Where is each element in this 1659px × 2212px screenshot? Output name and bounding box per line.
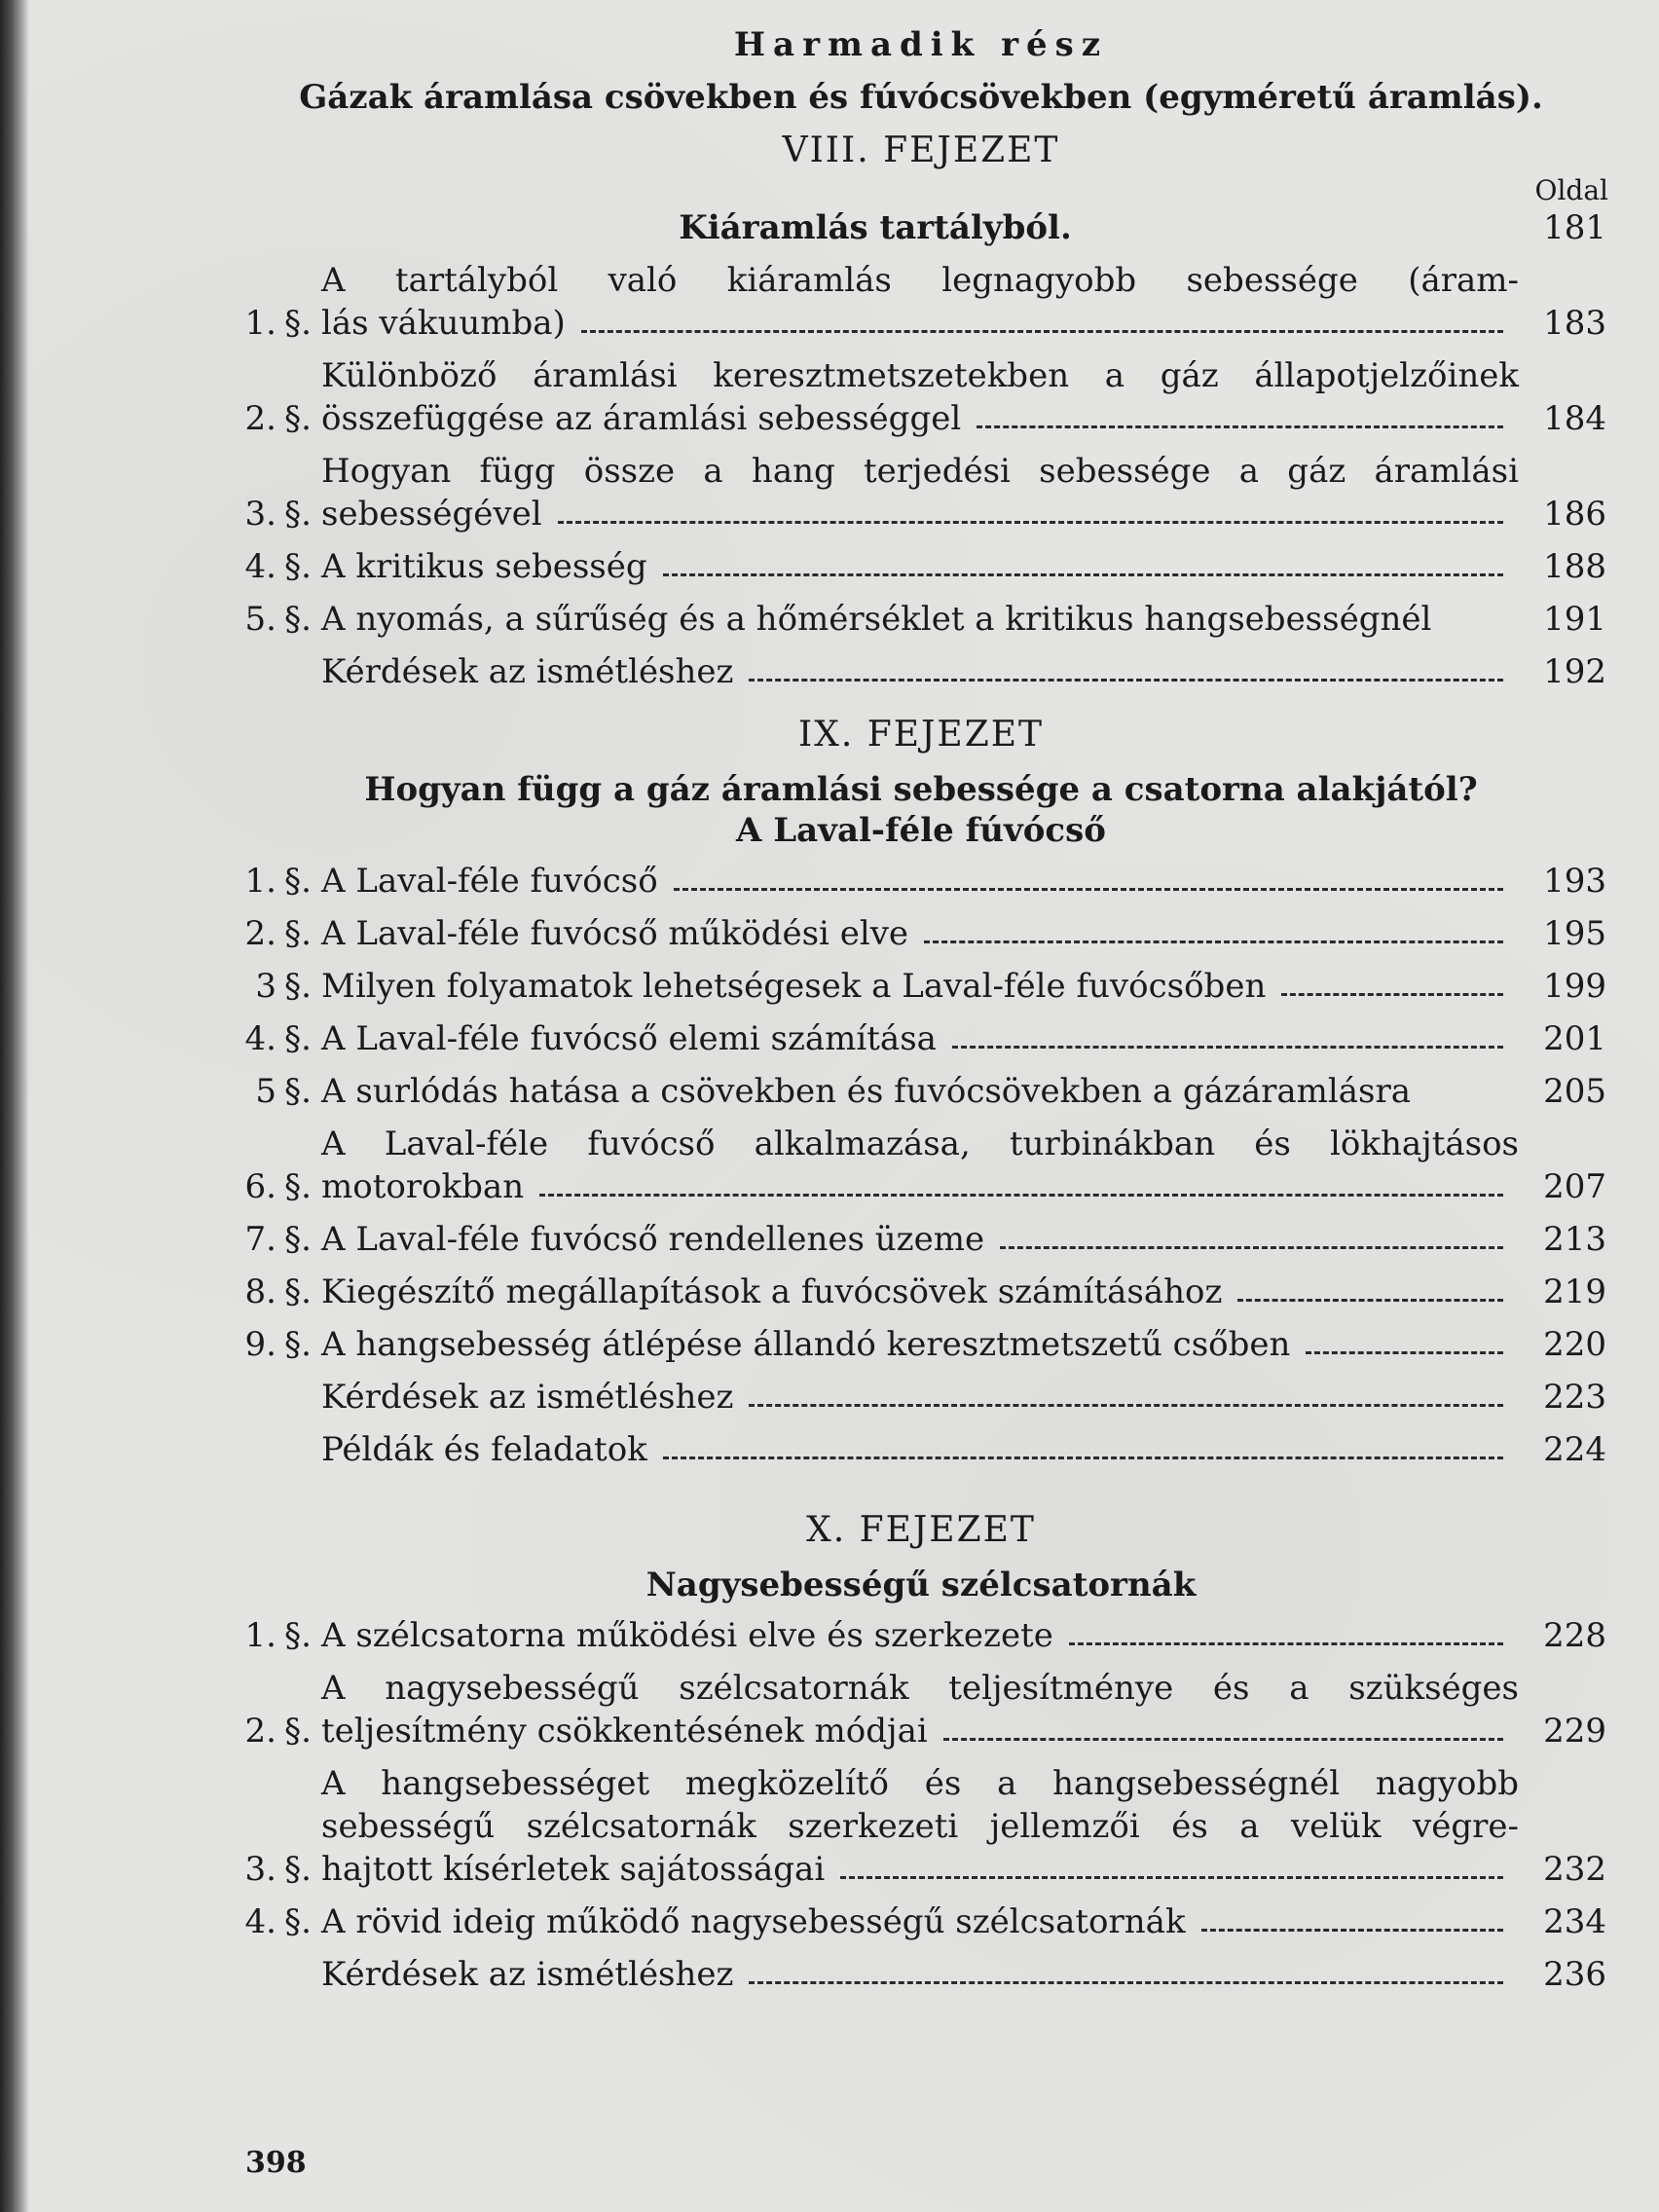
- leader-dashes: [1201, 1907, 1503, 1932]
- entry-title: [319, 450, 1519, 535]
- section-sign: §.: [284, 1325, 312, 1364]
- entry-title: [319, 1900, 1519, 1943]
- entry-number: 2.: [244, 399, 276, 438]
- entry-title: [319, 598, 1519, 641]
- chapter-heading-viii: VIII. FEJEZET: [782, 130, 1060, 170]
- entry-number: 5.: [244, 600, 276, 639]
- page-column-label: Oldal: [1534, 174, 1608, 206]
- entry-page: 201: [1543, 1019, 1606, 1058]
- section-sign: §.: [284, 1712, 312, 1751]
- entry-title-line: összefüggése az áramlási sebességgel: [321, 399, 962, 438]
- leader-dashes: [539, 1172, 1503, 1197]
- entry-page: 192: [1543, 652, 1606, 691]
- leader-dashes: [1000, 1225, 1503, 1249]
- leader-dashes: [977, 404, 1503, 428]
- toc-entries-ch8: [230, 259, 1612, 693]
- entry-page: 207: [1543, 1167, 1606, 1206]
- section-sign: §.: [284, 304, 312, 343]
- entry-page: 195: [1543, 914, 1606, 953]
- entry-page: 213: [1543, 1220, 1606, 1259]
- chapter-title-page: 181: [1543, 208, 1606, 247]
- section-sign: §.: [284, 967, 312, 1006]
- leader-dashes: [1237, 1277, 1503, 1302]
- chapter-title: Nagysebességű szélcsatornák: [645, 1566, 1197, 1604]
- toc-entry: [230, 860, 1612, 903]
- entry-page: 205: [1543, 1072, 1606, 1111]
- chapter-title-row: [230, 206, 1612, 249]
- entry-number: 1.: [244, 304, 276, 343]
- toc-entry: [230, 598, 1612, 641]
- entry-title: [319, 1070, 1519, 1113]
- chapter-heading-x: X. FEJEZET: [806, 1510, 1036, 1550]
- entry-number: 3.: [244, 1850, 276, 1889]
- leader-dashes: [840, 1855, 1503, 1879]
- entry-title: [319, 1123, 1519, 1208]
- entry-title-line: A Laval-féle fuvócső alkalmazása, turbinákban és lökhajtásos: [321, 1124, 1519, 1163]
- toc-entry: [230, 1953, 1612, 1996]
- entry-title: [319, 912, 1519, 955]
- section-sign: §.: [284, 1019, 312, 1058]
- entry-page: 228: [1543, 1616, 1606, 1655]
- entry-page: 184: [1543, 399, 1606, 438]
- toc-entry: [230, 650, 1612, 693]
- leader-dashes: [674, 866, 1503, 891]
- entry-title: [319, 1667, 1519, 1752]
- section-sign: §.: [284, 600, 312, 639]
- toc-entry: [230, 1017, 1612, 1060]
- toc-entry: [230, 1070, 1612, 1113]
- entry-title-line: Milyen folyamatok lehetségesek a Laval-féle fuvócsőben: [321, 967, 1267, 1006]
- leader-dashes: [943, 1716, 1503, 1741]
- entry-number: 7.: [244, 1220, 276, 1259]
- toc-entry: [230, 1667, 1612, 1752]
- entry-number: 1.: [244, 862, 276, 901]
- entry-title: [319, 259, 1519, 345]
- book-spine-shadow: [0, 0, 29, 2212]
- entry-page: 236: [1543, 1955, 1606, 1994]
- leader-dashes: [749, 1960, 1503, 1984]
- toc-entry: [230, 450, 1612, 535]
- leader-dashes: [749, 657, 1503, 682]
- entry-title: [319, 650, 1519, 693]
- toc-entry: [230, 354, 1612, 440]
- entry-title-line: A rövid ideig működő nagysebességű szélcsatornák: [321, 1902, 1186, 1941]
- entry-title-line: motorokban: [321, 1167, 525, 1206]
- section-sign: §.: [284, 1220, 312, 1259]
- entry-page: 186: [1543, 495, 1606, 534]
- entry-title: [319, 1218, 1519, 1261]
- toc-entry: [230, 1323, 1612, 1366]
- entry-title-line: A Laval-féle fuvócső rendellenes üzeme: [321, 1220, 985, 1259]
- entry-title: [319, 1762, 1519, 1891]
- entry-title-line: sebességével: [321, 495, 542, 534]
- section-sign: §.: [284, 1850, 312, 1889]
- entry-title-line: sebességű szélcsatornák szerkezeti jellemzői és a velük végre-: [321, 1807, 1519, 1846]
- entry-number: 8.: [244, 1272, 276, 1311]
- leader-dashes: [1306, 1330, 1503, 1354]
- section-sign: §.: [284, 495, 312, 534]
- entry-number: 2.: [244, 1712, 276, 1751]
- toc-entries-ch10: [230, 1614, 1612, 1996]
- leader-dashes: [581, 309, 1503, 333]
- section-sign: §.: [284, 1616, 312, 1655]
- entry-page: 229: [1543, 1712, 1606, 1751]
- entry-number: 5: [255, 1072, 276, 1111]
- entry-number: 2.: [244, 914, 276, 953]
- entry-title-line: A hangsebesség átlépése állandó keresztmetszetű csőben: [321, 1325, 1291, 1364]
- entry-page: 199: [1543, 967, 1606, 1006]
- entry-page: 191: [1543, 600, 1606, 639]
- leader-dashes: [924, 919, 1503, 943]
- entry-title: [319, 1017, 1519, 1060]
- chapter-heading-ix: IX. FEJEZET: [797, 715, 1044, 755]
- leader-dashes: [558, 499, 1503, 524]
- entry-title: [319, 354, 1519, 440]
- section-sign: §.: [284, 862, 312, 901]
- entry-number: 4.: [244, 1902, 276, 1941]
- entry-number: 4.: [244, 547, 276, 586]
- entry-title-line: A Laval-féle fuvócső működési elve: [321, 914, 909, 953]
- leader-dashes: [1281, 972, 1503, 996]
- entry-page: 234: [1543, 1902, 1606, 1941]
- entry-page: 219: [1543, 1272, 1606, 1311]
- entry-title-line: A nagysebességű szélcsatornák teljesítménye és a szükséges: [321, 1669, 1519, 1708]
- entry-title-line: Különböző áramlási keresztmetszetekben a gáz állapotjelzőinek: [321, 356, 1519, 395]
- entry-title-line: Hogyan függ össze a hang terjedési sebessége a gáz áramlási: [321, 452, 1519, 491]
- toc-entry: [230, 1900, 1612, 1943]
- entry-page: 223: [1543, 1378, 1606, 1417]
- toc-content: [230, 19, 1612, 2006]
- toc-entry: [230, 1123, 1612, 1208]
- page-number: 398: [245, 2146, 307, 2180]
- section-sign: §.: [284, 399, 312, 438]
- entry-title: [319, 860, 1519, 903]
- entry-number: 4.: [244, 1019, 276, 1058]
- entry-title-line: A tartályból való kiáramlás legnagyobb sebessége (áram-: [321, 261, 1519, 300]
- entry-number: 6.: [244, 1167, 276, 1206]
- entry-title: [319, 1271, 1519, 1313]
- leader-dashes: [1069, 1621, 1503, 1645]
- toc-entry: [230, 545, 1612, 588]
- entry-page: 232: [1543, 1850, 1606, 1889]
- entry-title-line: Kérdések az ismétléshez: [321, 652, 734, 691]
- entry-title-line: A szélcsatorna működési elve és szerkezete: [321, 1616, 1053, 1655]
- toc-entry: [230, 912, 1612, 955]
- section-sign: §.: [284, 547, 312, 586]
- entry-page: 193: [1543, 862, 1606, 901]
- toc-entry: [230, 1271, 1612, 1313]
- entry-title-line: Kérdések az ismétléshez: [321, 1378, 734, 1417]
- section-sign: §.: [284, 1902, 312, 1941]
- entry-title-line: A kritikus sebesség: [321, 547, 647, 586]
- entry-page: 188: [1543, 547, 1606, 586]
- section-sign: §.: [284, 914, 312, 953]
- entry-title-line: Kérdések az ismétléshez: [321, 1955, 734, 1994]
- entry-title-line: lás vákuumba): [321, 304, 566, 343]
- entry-title: [319, 1428, 1519, 1471]
- toc-entry: [230, 1614, 1612, 1657]
- entry-page: 220: [1543, 1325, 1606, 1364]
- entry-page: 224: [1543, 1430, 1606, 1469]
- section-sign: §.: [284, 1272, 312, 1311]
- entry-title: [319, 1953, 1519, 1996]
- entry-title-line: A nyomás, a sűrűség és a hőmérséklet a kritikus hangsebességnél: [321, 600, 1432, 639]
- toc-entry: [230, 1218, 1612, 1261]
- entry-number: 3.: [244, 495, 276, 534]
- section-sign: §.: [284, 1167, 312, 1206]
- entry-page: 183: [1543, 304, 1606, 343]
- entry-title: [319, 965, 1519, 1008]
- part-subtitle: Gázak áramlása csövekben és fúvócsövekben (egyméretű áramlás).: [299, 78, 1543, 117]
- entry-number: 9.: [244, 1325, 276, 1364]
- entry-number: 3: [255, 967, 276, 1006]
- chapter-subtitle: A Laval-féle fúvócső: [736, 811, 1106, 850]
- entry-title: [319, 1376, 1519, 1419]
- section-sign: §.: [284, 1072, 312, 1111]
- entry-title: [319, 1614, 1519, 1657]
- toc-entry: [230, 965, 1612, 1008]
- toc-entries-ch9: [230, 860, 1612, 1471]
- entry-title: [319, 545, 1519, 588]
- leader-dashes: [749, 1382, 1503, 1407]
- part-title: Harmadik rész: [733, 25, 1109, 64]
- entry-title-line: Kiegészítő megállapítások a fuvócsövek számításához: [321, 1272, 1223, 1311]
- entry-title-line: teljesítmény csökkentésének módjai: [321, 1712, 928, 1751]
- entry-title-line: A surlódás hatása a csövekben és fuvócsövekben a gázáramlásra: [321, 1072, 1411, 1111]
- entry-title: [319, 1323, 1519, 1366]
- entry-title-line: A hangsebességet megközelítő és a hangsebességnél nagyobb: [321, 1764, 1519, 1803]
- toc-entry: [230, 1376, 1612, 1419]
- entry-title-line: Példák és feladatok: [321, 1430, 647, 1469]
- entry-title-line: A Laval-féle fuvócső: [321, 862, 658, 901]
- leader-dashes: [952, 1024, 1503, 1049]
- toc-entry: [230, 259, 1612, 345]
- chapter-title: Kiáramlás tartályból.: [679, 208, 1072, 247]
- chapter-title: Hogyan függ a gáz áramlási sebessége a csatorna alakjától?: [364, 770, 1478, 809]
- toc-entry: [230, 1428, 1612, 1471]
- leader-dashes: [663, 552, 1503, 576]
- entry-title-line: A Laval-féle fuvócső elemi számítása: [321, 1019, 937, 1058]
- toc-entry: [230, 1762, 1612, 1891]
- entry-number: 1.: [244, 1616, 276, 1655]
- entry-title-line: hajtott kísérletek sajátosságai: [321, 1850, 826, 1889]
- leader-dashes: [663, 1435, 1503, 1459]
